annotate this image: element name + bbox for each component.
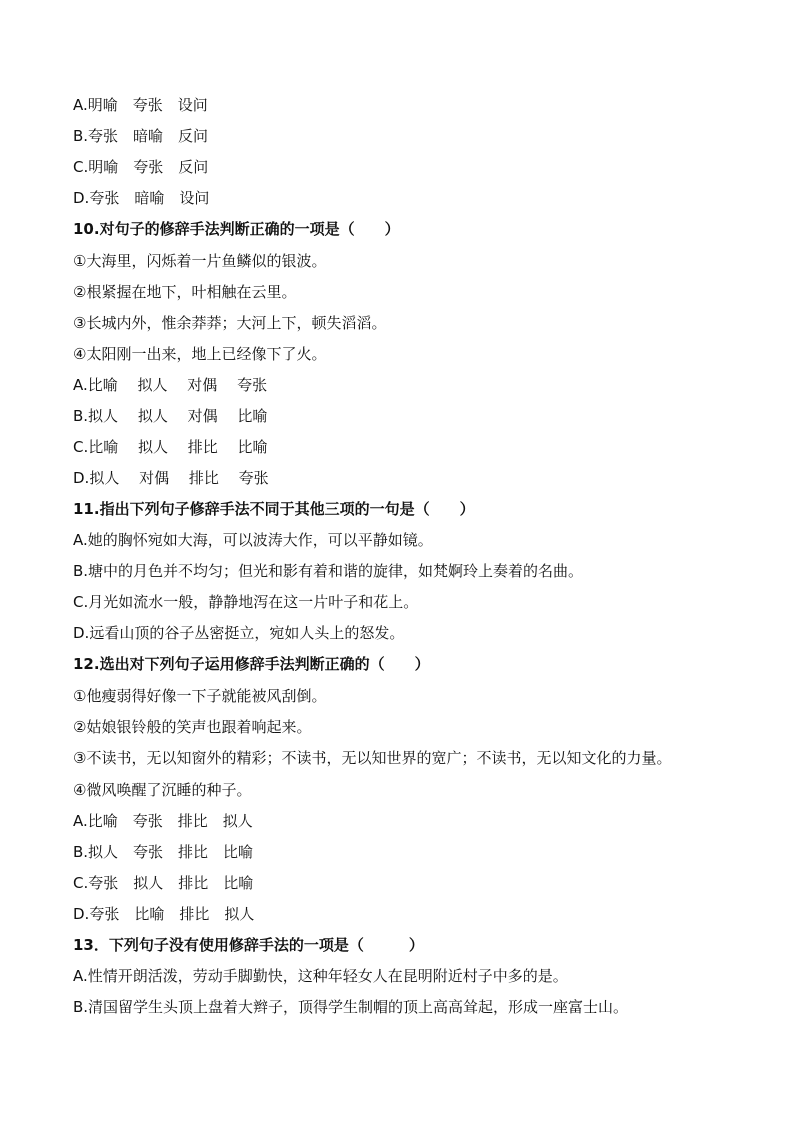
q12-option-b: B.拟人 夸张 排比 比喻: [73, 843, 254, 861]
question-11-stem: 11.指出下列句子修辞手法不同于其他三项的一句是（ ）: [73, 500, 475, 518]
q10-sentence-3: ③长城内外，惟余莽莽；大河上下，顿失滔滔。: [73, 314, 387, 332]
q13-option-b: B.清国留学生头顶上盘着大辫子，顶得学生制帽的顶上高高耸起，形成一座富士山。: [73, 998, 629, 1016]
q12-sentence-4: ④微风唤醒了沉睡的种子。: [73, 781, 252, 799]
q10-sentence-1: ①大海里，闪烁着一片鱼鳞似的银波。: [73, 252, 327, 270]
q12-sentence-2: ②姑娘银铃般的笑声也跟着响起来。: [73, 718, 312, 736]
q9-option-d: D.夸张 暗喻 设问: [73, 189, 210, 207]
question-10-stem: 10.对句子的修辞手法判断正确的一项是（ ）: [73, 220, 400, 238]
q10-option-b: B.拟人 拟人 对偶 比喻: [73, 407, 268, 425]
question-13-stem: 13．下列句子没有使用修辞手法的一项是（ ）: [73, 936, 424, 954]
q10-option-d: D.拟人 对偶 排比 夸张: [73, 469, 269, 487]
q12-sentence-3: ③不读书，无以知窗外的精彩；不读书，无以知世界的宽广；不读书，无以知文化的力量。: [73, 749, 672, 767]
q12-option-d: D.夸张 比喻 排比 拟人: [73, 905, 255, 923]
q10-sentence-2: ②根紧握在地下，叶相触在云里。: [73, 283, 297, 301]
q11-option-b: B.塘中的月色并不均匀；但光和影有着和谐的旋律，如梵婀玲上奏着的名曲。: [73, 562, 584, 580]
q11-option-d: D.远看山顶的谷子丛密挺立，宛如人头上的怒发。: [73, 624, 405, 642]
q10-option-a: A.比喻 拟人 对偶 夸张: [73, 376, 268, 394]
q12-option-c: C.夸张 拟人 排比 比喻: [73, 874, 254, 892]
q12-option-a: A.比喻 夸张 排比 拟人: [73, 812, 253, 830]
q9-option-b: B.夸张 暗喻 反问: [73, 127, 209, 145]
question-12-stem: 12.选出对下列句子运用修辞手法判断正确的（ ）: [73, 655, 430, 673]
q9-option-c: C.明喻 夸张 反问: [73, 158, 209, 176]
q13-option-a: A.性情开朗活泼，劳动手脚勤快，这种年轻女人在昆明附近村子中多的是。: [73, 967, 568, 985]
q10-option-c: C.比喻 拟人 排比 比喻: [73, 438, 268, 456]
q10-sentence-4: ④太阳刚一出来，地上已经像下了火。: [73, 345, 327, 363]
q12-sentence-1: ①他瘦弱得好像一下子就能被风刮倒。: [73, 687, 327, 705]
q11-option-a: A.她的胸怀宛如大海，可以波涛大作，可以平静如镜。: [73, 531, 433, 549]
q9-option-a: A.明喻 夸张 设问: [73, 96, 208, 114]
q11-option-c: C.月光如流水一般，静静地泻在这一片叶子和花上。: [73, 593, 419, 611]
